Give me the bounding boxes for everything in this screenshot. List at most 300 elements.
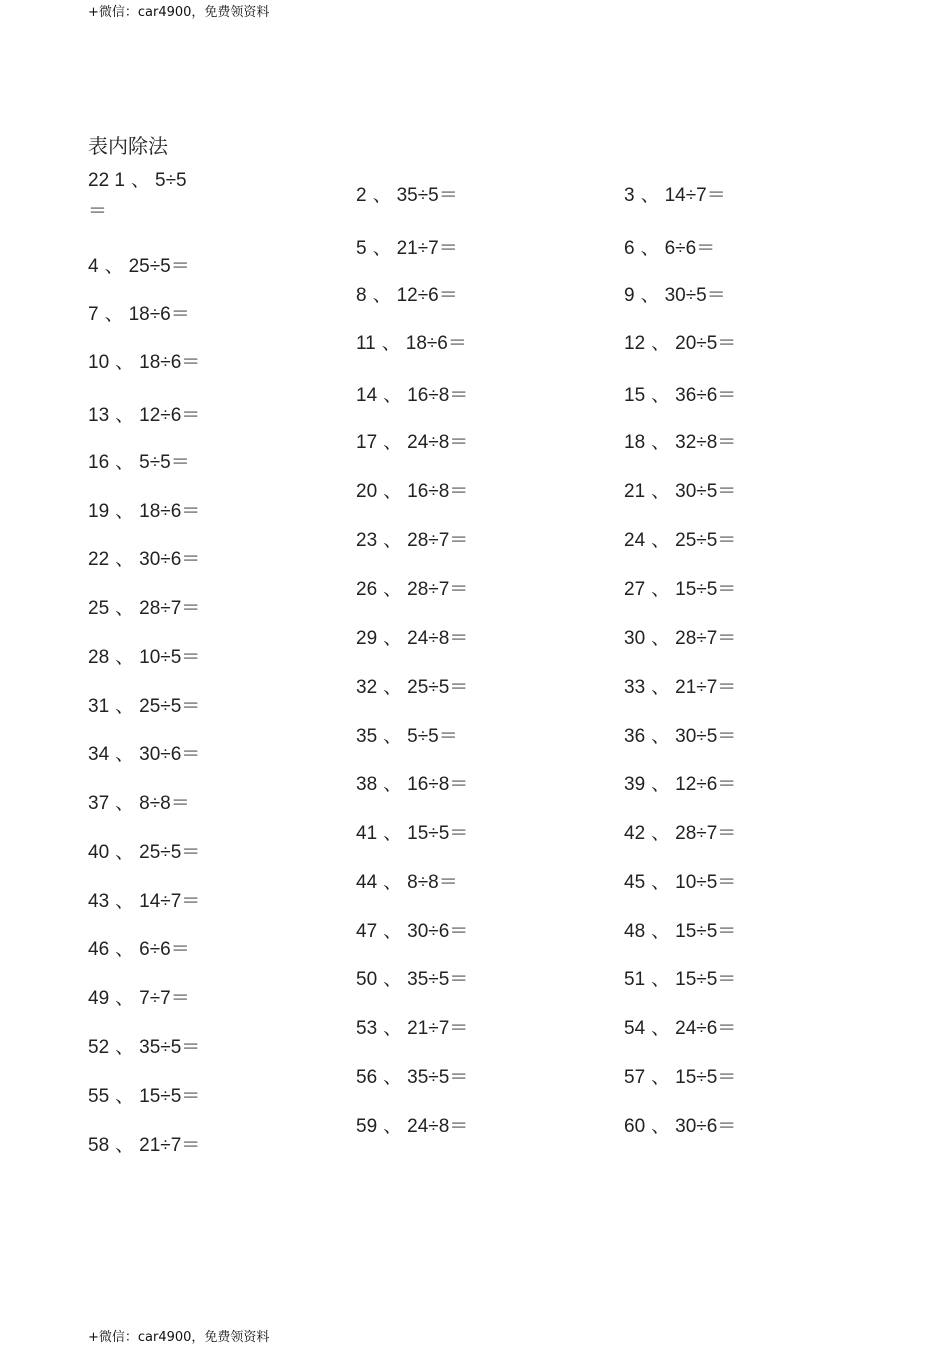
problem-equals: ＝ <box>717 432 737 453</box>
problem-10 <box>88 347 200 374</box>
problem-number: 32 <box>356 677 378 698</box>
problem-50 <box>356 964 468 991</box>
problem-expression: 24÷8 <box>407 432 450 453</box>
problem-number: 29 <box>356 628 378 649</box>
problem-expression: 5÷5 <box>407 726 439 747</box>
problem-1-equals: ＝ <box>88 201 108 222</box>
problem-expression: 30÷6 <box>675 1116 718 1137</box>
problem-expression: 10÷5 <box>139 647 182 668</box>
problem-37 <box>88 788 190 815</box>
problem-separator: 、 <box>115 1135 135 1156</box>
problem-equals: ＝ <box>181 842 201 863</box>
problem-separator: 、 <box>651 823 671 844</box>
problem-equals: ＝ <box>449 432 469 453</box>
problem-number: 20 <box>356 481 378 502</box>
problem-20 <box>356 476 468 503</box>
problem-56 <box>356 1062 468 1089</box>
problem-expression: 30÷5 <box>675 481 718 502</box>
problem-number: 42 <box>624 823 646 844</box>
problem-equals: ＝ <box>717 969 737 990</box>
problem-48 <box>624 916 736 943</box>
problem-separator: 、 <box>651 333 671 354</box>
problem-number: 8 <box>356 285 367 306</box>
problem-separator: 、 <box>651 969 671 990</box>
problem-separator: 、 <box>115 891 135 912</box>
problem-number: 54 <box>624 1018 646 1039</box>
problem-separator: 、 <box>651 677 671 698</box>
problem-equals: ＝ <box>717 1018 737 1039</box>
problem-expression: 36÷6 <box>675 385 718 406</box>
problem-9 <box>624 280 726 307</box>
problem-equals: ＝ <box>717 677 737 698</box>
problem-34 <box>88 739 200 766</box>
problem-35 <box>356 721 458 748</box>
problem-number: 34 <box>88 744 110 765</box>
problem-equals: ＝ <box>181 1037 201 1058</box>
problem-26 <box>356 574 468 601</box>
problem-equals: ＝ <box>170 939 190 960</box>
problem-equals: ＝ <box>706 185 726 206</box>
problem-expression: 28÷7 <box>407 530 450 551</box>
problem-number: 44 <box>356 872 378 893</box>
problem-14 <box>356 380 468 407</box>
problem-expression: 28÷7 <box>675 628 718 649</box>
problem-equals: ＝ <box>717 530 737 551</box>
problem-separator: 、 <box>651 1067 671 1088</box>
problem-separator: 、 <box>115 405 135 426</box>
problem-expression: 18÷6 <box>405 333 448 354</box>
problem-number: 21 <box>624 481 646 502</box>
problem-45 <box>624 867 736 894</box>
problem-57 <box>624 1062 736 1089</box>
problem-expression: 24÷8 <box>407 1116 450 1137</box>
problem-expression: 25÷5 <box>675 530 718 551</box>
problem-36 <box>624 721 736 748</box>
problem-equals: ＝ <box>449 823 469 844</box>
problem-expression: 15÷5 <box>675 579 718 600</box>
problem-separator: 、 <box>383 432 403 453</box>
problem-separator: 、 <box>383 1116 403 1137</box>
problem-number: 6 <box>624 238 635 259</box>
problem-equals: ＝ <box>449 481 469 502</box>
problem-separator: 、 <box>383 774 403 795</box>
problem-1-expression: 5÷5 <box>155 170 187 191</box>
problem-number: 33 <box>624 677 646 698</box>
problem-58 <box>88 1130 200 1157</box>
problem-equals: ＝ <box>449 579 469 600</box>
problem-expression: 14÷7 <box>664 185 707 206</box>
problem-equals: ＝ <box>717 1116 737 1137</box>
problem-equals: ＝ <box>181 352 201 373</box>
problem-41 <box>356 818 468 845</box>
problem-separator: 、 <box>651 921 671 942</box>
problem-equals: ＝ <box>181 647 201 668</box>
problem-separator: 、 <box>115 352 135 373</box>
problem-expression: 24÷8 <box>407 628 450 649</box>
problem-number: 7 <box>88 304 99 325</box>
problem-number: 19 <box>88 501 110 522</box>
problem-separator: 、 <box>640 285 660 306</box>
problem-number: 46 <box>88 939 110 960</box>
problem-number: 58 <box>88 1135 110 1156</box>
problem-equals: ＝ <box>170 304 190 325</box>
problem-equals: ＝ <box>717 385 737 406</box>
problem-equals: ＝ <box>717 333 737 354</box>
problem-number: 30 <box>624 628 646 649</box>
problem-separator: 、 <box>651 530 671 551</box>
problem-number: 2 <box>356 185 367 206</box>
problem-equals: ＝ <box>170 452 190 473</box>
problem-separator: 、 <box>651 385 671 406</box>
problem-separator: 、 <box>651 872 671 893</box>
problem-separator: 、 <box>104 256 124 277</box>
problem-equals: ＝ <box>449 530 469 551</box>
problem-47 <box>356 916 468 943</box>
problem-number: 47 <box>356 921 378 942</box>
problem-18 <box>624 427 736 454</box>
problem-equals: ＝ <box>438 238 458 259</box>
problem-equals: ＝ <box>717 872 737 893</box>
problem-12 <box>624 328 736 355</box>
problem-expression: 25÷5 <box>128 256 171 277</box>
problem-equals: ＝ <box>706 285 726 306</box>
problem-equals: ＝ <box>449 921 469 942</box>
problem-separator: 、 <box>372 185 392 206</box>
problem-equals: ＝ <box>438 872 458 893</box>
problem-separator: 、 <box>115 647 135 668</box>
problem-1-prefix: 22 <box>88 170 110 191</box>
problem-equals: ＝ <box>696 238 716 259</box>
problem-separator: 、 <box>115 842 135 863</box>
problem-expression: 15÷5 <box>675 1067 718 1088</box>
problem-expression: 30÷6 <box>139 744 182 765</box>
problem-28 <box>88 642 200 669</box>
problem-1-line <box>88 165 187 196</box>
problem-equals: ＝ <box>449 1018 469 1039</box>
problem-43 <box>88 886 200 913</box>
problem-expression: 16÷8 <box>407 774 450 795</box>
problem-number: 56 <box>356 1067 378 1088</box>
problem-32 <box>356 672 468 699</box>
problem-30 <box>624 623 736 650</box>
problem-expression: 28÷7 <box>407 579 450 600</box>
problem-25 <box>88 593 200 620</box>
problem-number: 13 <box>88 405 110 426</box>
problem-equals: ＝ <box>449 774 469 795</box>
problem-number: 22 <box>88 549 110 570</box>
problem-number: 16 <box>88 452 110 473</box>
problem-expression: 18÷6 <box>139 352 182 373</box>
problem-number: 11 <box>356 333 376 354</box>
problem-separator: 、 <box>383 969 403 990</box>
problem-separator: 、 <box>115 744 135 765</box>
problem-22 <box>88 544 200 571</box>
problem-number: 52 <box>88 1037 110 1058</box>
problem-29 <box>356 623 468 650</box>
problem-expression: 12÷6 <box>396 285 439 306</box>
problem-separator: 、 <box>381 333 401 354</box>
problem-equals: ＝ <box>717 579 737 600</box>
problem-equals: ＝ <box>449 628 469 649</box>
problem-1 <box>88 165 187 227</box>
problem-equals: ＝ <box>438 726 458 747</box>
problem-number: 48 <box>624 921 646 942</box>
problem-separator: 、 <box>115 988 135 1009</box>
problem-equals: ＝ <box>170 988 190 1009</box>
problem-39 <box>624 769 736 796</box>
problem-separator: 、 <box>640 185 660 206</box>
problem-expression: 30÷6 <box>407 921 450 942</box>
problem-7 <box>88 299 190 326</box>
problem-46 <box>88 934 190 961</box>
problem-separator: 、 <box>651 481 671 502</box>
problem-number: 15 <box>624 385 646 406</box>
problem-number: 38 <box>356 774 378 795</box>
problem-number: 40 <box>88 842 110 863</box>
worksheet-title: 表内除法 <box>88 134 168 158</box>
problem-equals: ＝ <box>181 696 201 717</box>
problem-separator: 、 <box>383 628 403 649</box>
problem-number: 10 <box>88 352 110 373</box>
watermark-bottom: +微信：car4900，免费领资料 <box>88 1330 270 1345</box>
problem-separator: 、 <box>651 774 671 795</box>
problem-55 <box>88 1081 200 1108</box>
problem-11 <box>356 328 467 355</box>
problem-expression: 12÷6 <box>139 405 182 426</box>
problem-4 <box>88 251 190 278</box>
problem-8 <box>356 280 458 307</box>
problem-equals: ＝ <box>717 726 737 747</box>
problem-equals: ＝ <box>447 333 467 354</box>
problem-1-separator: 、 <box>131 170 151 191</box>
problem-number: 51 <box>624 969 646 990</box>
problem-equals: ＝ <box>717 1067 737 1088</box>
problem-number: 57 <box>624 1067 646 1088</box>
problem-24 <box>624 525 736 552</box>
problem-5 <box>356 233 458 260</box>
problem-equals: ＝ <box>181 1135 201 1156</box>
problem-expression: 25÷5 <box>139 842 182 863</box>
problem-equals: ＝ <box>717 823 737 844</box>
problem-expression: 12÷6 <box>675 774 718 795</box>
problem-separator: 、 <box>383 481 403 502</box>
problem-expression: 35÷5 <box>139 1037 182 1058</box>
problem-equals: ＝ <box>181 1086 201 1107</box>
problem-number: 26 <box>356 579 378 600</box>
problem-1-number: 1 <box>114 170 125 191</box>
problem-number: 14 <box>356 385 378 406</box>
problem-separator: 、 <box>115 1037 135 1058</box>
problem-53 <box>356 1013 468 1040</box>
problem-number: 12 <box>624 333 646 354</box>
problem-number: 5 <box>356 238 367 259</box>
problem-27 <box>624 574 736 601</box>
problem-expression: 28÷7 <box>675 823 718 844</box>
problem-number: 37 <box>88 793 110 814</box>
problem-number: 36 <box>624 726 646 747</box>
problem-54 <box>624 1013 736 1040</box>
problem-19 <box>88 496 200 523</box>
problem-equals: ＝ <box>449 677 469 698</box>
problem-expression: 24÷6 <box>675 1018 718 1039</box>
problem-separator: 、 <box>651 432 671 453</box>
problem-expression: 15÷5 <box>675 969 718 990</box>
problem-expression: 21÷7 <box>396 238 439 259</box>
problem-expression: 5÷5 <box>139 452 171 473</box>
problem-6 <box>624 233 715 260</box>
problem-number: 35 <box>356 726 378 747</box>
problem-40 <box>88 837 200 864</box>
problem-expression: 30÷5 <box>675 726 718 747</box>
problem-51 <box>624 964 736 991</box>
problem-expression: 32÷8 <box>675 432 718 453</box>
problem-expression: 35÷5 <box>396 185 439 206</box>
problem-52 <box>88 1032 200 1059</box>
problem-separator: 、 <box>383 385 403 406</box>
problem-separator: 、 <box>651 1018 671 1039</box>
problem-number: 28 <box>88 647 110 668</box>
problem-separator: 、 <box>651 579 671 600</box>
problem-expression: 15÷5 <box>675 921 718 942</box>
problem-49 <box>88 983 190 1010</box>
problem-equals: ＝ <box>438 185 458 206</box>
problem-expression: 16÷8 <box>407 481 450 502</box>
problem-equals: ＝ <box>717 921 737 942</box>
problem-number: 43 <box>88 891 110 912</box>
problem-equals: ＝ <box>181 891 201 912</box>
problem-equals: ＝ <box>449 1067 469 1088</box>
problem-expression: 16÷8 <box>407 385 450 406</box>
problem-23 <box>356 525 468 552</box>
problem-separator: 、 <box>383 1018 403 1039</box>
problem-separator: 、 <box>115 793 135 814</box>
problem-expression: 8÷8 <box>139 793 171 814</box>
problem-number: 59 <box>356 1116 378 1137</box>
problem-expression: 25÷5 <box>407 677 450 698</box>
problem-equals: ＝ <box>181 549 201 570</box>
problem-separator: 、 <box>383 726 403 747</box>
problem-expression: 14÷7 <box>139 891 182 912</box>
problem-separator: 、 <box>115 501 135 522</box>
problem-42 <box>624 818 736 845</box>
problem-expression: 8÷8 <box>407 872 439 893</box>
problem-equals: ＝ <box>449 385 469 406</box>
problem-equals: ＝ <box>170 793 190 814</box>
problem-expression: 35÷5 <box>407 969 450 990</box>
problem-equals: ＝ <box>438 285 458 306</box>
problem-expression: 6÷6 <box>139 939 171 960</box>
problem-3 <box>624 180 726 207</box>
problem-equals: ＝ <box>449 1116 469 1137</box>
problem-equals: ＝ <box>717 481 737 502</box>
problem-33 <box>624 672 736 699</box>
problem-separator: 、 <box>115 939 135 960</box>
problem-separator: 、 <box>115 696 135 717</box>
problem-number: 50 <box>356 969 378 990</box>
problem-separator: 、 <box>383 530 403 551</box>
problem-separator: 、 <box>651 726 671 747</box>
problem-separator: 、 <box>383 677 403 698</box>
problem-17 <box>356 427 468 454</box>
problem-expression: 15÷5 <box>139 1086 182 1107</box>
problem-2 <box>356 180 458 207</box>
problem-expression: 25÷5 <box>139 696 182 717</box>
problem-separator: 、 <box>383 921 403 942</box>
problem-equals: ＝ <box>449 969 469 990</box>
problem-number: 17 <box>356 432 378 453</box>
problem-number: 41 <box>356 823 378 844</box>
problem-equals: ＝ <box>181 501 201 522</box>
problem-16 <box>88 447 190 474</box>
problem-number: 39 <box>624 774 646 795</box>
problem-13 <box>88 400 200 427</box>
problem-expression: 15÷5 <box>407 823 450 844</box>
problem-number: 53 <box>356 1018 378 1039</box>
problem-separator: 、 <box>372 238 392 259</box>
problem-expression: 18÷6 <box>139 501 182 522</box>
problem-number: 24 <box>624 530 646 551</box>
problem-expression: 21÷7 <box>407 1018 450 1039</box>
problem-expression: 30÷5 <box>664 285 707 306</box>
problem-equals: ＝ <box>181 405 201 426</box>
problem-38 <box>356 769 468 796</box>
problem-21 <box>624 476 736 503</box>
problem-expression: 18÷6 <box>128 304 171 325</box>
problem-number: 4 <box>88 256 99 277</box>
problem-separator: 、 <box>651 628 671 649</box>
problem-equals: ＝ <box>170 256 190 277</box>
problem-expression: 21÷7 <box>675 677 718 698</box>
problem-60 <box>624 1111 736 1138</box>
problem-expression: 7÷7 <box>139 988 171 1009</box>
problem-number: 60 <box>624 1116 646 1137</box>
problem-number: 25 <box>88 598 110 619</box>
problem-separator: 、 <box>383 872 403 893</box>
watermark-top: +微信：car4900，免费领资料 <box>88 5 270 20</box>
problem-separator: 、 <box>115 549 135 570</box>
problem-expression: 21÷7 <box>139 1135 182 1156</box>
problem-equals: ＝ <box>717 628 737 649</box>
problem-number: 23 <box>356 530 378 551</box>
problem-separator: 、 <box>640 238 660 259</box>
problem-separator: 、 <box>383 579 403 600</box>
problem-number: 45 <box>624 872 646 893</box>
problem-expression: 28÷7 <box>139 598 182 619</box>
problem-separator: 、 <box>383 1067 403 1088</box>
problem-number: 49 <box>88 988 110 1009</box>
problem-separator: 、 <box>104 304 124 325</box>
problem-equals: ＝ <box>717 774 737 795</box>
problem-expression: 20÷5 <box>675 333 718 354</box>
problem-separator: 、 <box>115 598 135 619</box>
problem-separator: 、 <box>115 1086 135 1107</box>
problem-number: 55 <box>88 1086 110 1107</box>
problem-number: 3 <box>624 185 635 206</box>
problem-equals: ＝ <box>181 744 201 765</box>
problem-expression: 10÷5 <box>675 872 718 893</box>
problem-expression: 6÷6 <box>664 238 697 259</box>
problem-59 <box>356 1111 468 1138</box>
problem-number: 9 <box>624 285 635 306</box>
problem-number: 27 <box>624 579 646 600</box>
problem-number: 31 <box>88 696 110 717</box>
problem-15 <box>624 380 736 407</box>
problem-separator: 、 <box>372 285 392 306</box>
problem-equals: ＝ <box>181 598 201 619</box>
problem-separator: 、 <box>115 452 135 473</box>
problem-separator: 、 <box>383 823 403 844</box>
problem-31 <box>88 691 200 718</box>
